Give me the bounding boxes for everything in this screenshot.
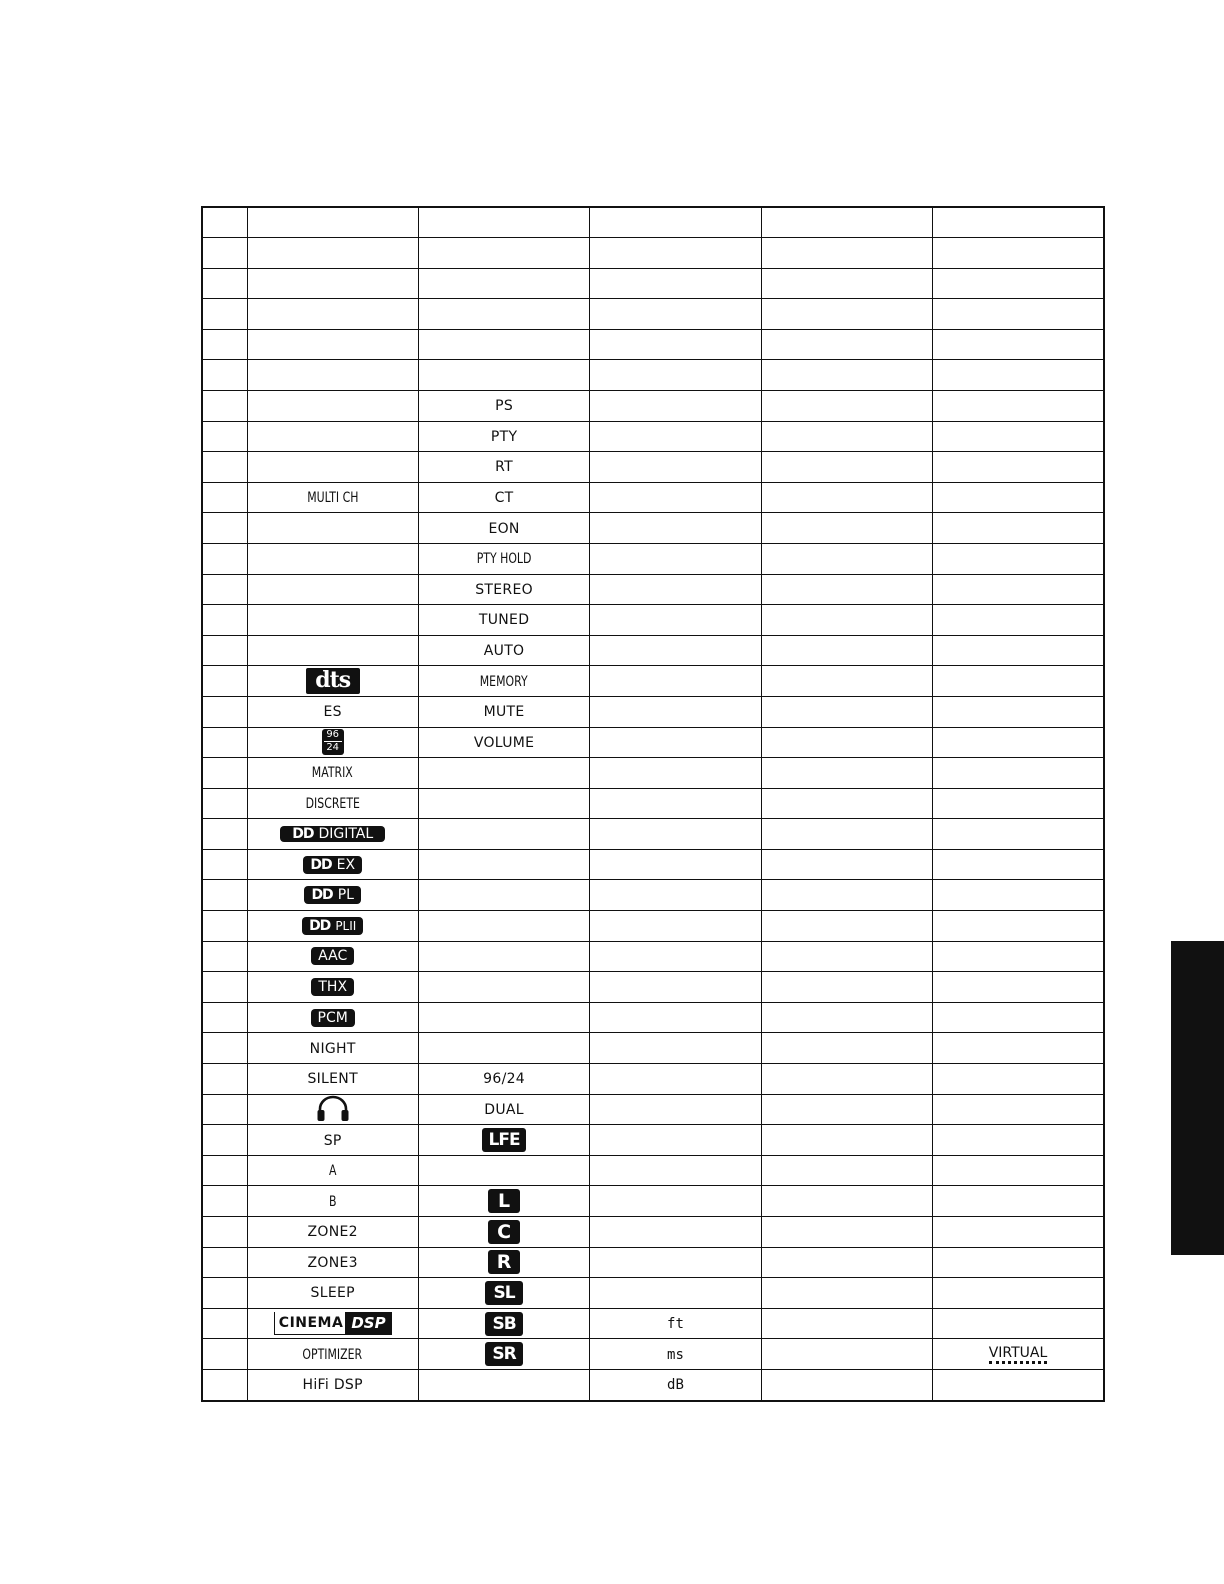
sp-indicator: SP [323,1132,342,1149]
dolby-mark: DD [292,826,314,843]
table-row [202,941,1104,972]
pcm-badge: PCM [311,1009,355,1027]
table-row [202,819,1104,850]
ft-unit: ft [667,1316,684,1333]
ct-indicator: CT [494,490,514,507]
multi-ch-indicator: MULTI CH [307,490,359,507]
table-row [202,1339,1104,1370]
table-row [202,452,1104,483]
table-row [202,666,1104,697]
table-row [202,238,1104,269]
dsp-label: DSP [345,1312,391,1334]
tuned-indicator: TUNED [478,612,530,629]
es-indicator: ES [323,704,342,721]
memory-indicator: MEMORY [480,673,529,690]
table-row [202,1186,1104,1217]
discrete-indicator: DISCRETE [305,795,360,812]
sr-channel-badge: SR [485,1342,523,1366]
headphones-icon [315,1108,351,1124]
thx-badge: THX [311,978,354,996]
optimizer-indicator: OPTIMIZER [302,1346,363,1363]
table-row [202,727,1104,758]
r-channel-badge: R [488,1250,520,1274]
table-row [202,543,1104,574]
aac-badge: AAC [311,947,354,965]
dolby-mark: DD [311,887,333,904]
table-row [202,788,1104,819]
auto-indicator: AUTO [483,643,525,660]
table-row [202,513,1104,544]
table-row [202,268,1104,299]
96-24-badge [322,729,344,755]
virtual-indicator: VIRTUAL [989,1346,1048,1364]
zone2-indicator: ZONE2 [307,1224,358,1241]
pl-label: PL [337,887,354,904]
sl-channel-badge: SL [485,1281,523,1305]
table-row [202,390,1104,421]
l-channel-badge: L [488,1189,520,1213]
side-index-tab [1171,941,1224,1255]
dd-ex-badge [303,856,362,874]
table-row [202,574,1104,605]
badge-96: 96 [324,729,342,742]
mute-indicator: MUTE [483,704,525,721]
table-row [202,421,1104,452]
table-row [202,1155,1104,1186]
table-row [202,849,1104,880]
table-row [202,1369,1104,1400]
pl2-label: PLII [335,918,357,933]
rate-96-24-indicator: 96/24 [483,1071,526,1088]
digital-label: DIGITAL [318,826,374,843]
dolby-mark: DD [310,856,332,873]
stereo-indicator: STEREO [475,581,533,598]
table-row [202,635,1104,666]
table-row [202,758,1104,789]
dd-digital-badge [280,826,385,842]
speaker-a-indicator: A [328,1163,337,1180]
ms-unit: ms [667,1346,684,1363]
table-row [202,1064,1104,1095]
cinema-label: CINEMA [278,1315,344,1332]
matrix-indicator: MATRIX [312,765,354,782]
silent-indicator: SILENT [307,1071,358,1088]
table-row [202,1094,1104,1125]
cinema-dsp-logo [274,1312,392,1335]
zone3-indicator: ZONE3 [307,1254,358,1271]
speaker-b-indicator: B [328,1193,337,1210]
table-row [202,1308,1104,1339]
dd-pl-badge [304,886,361,904]
table-row [202,696,1104,727]
table-row [202,1278,1104,1309]
hifi-dsp-indicator: HiFi DSP [302,1377,363,1394]
table-row [202,880,1104,911]
eon-indicator: EON [488,520,520,537]
pty-hold-indicator: PTY HOLD [476,551,532,568]
indicator-table [201,206,1105,1402]
badge-24: 24 [326,742,340,754]
dual-indicator: DUAL [484,1101,524,1118]
ex-label: EX [336,856,356,873]
table-row [202,911,1104,942]
lfe-channel-badge: LFE [482,1128,526,1152]
night-indicator: NIGHT [309,1040,356,1057]
dts-logo: dts [306,668,360,694]
table-row [202,360,1104,391]
table-row [202,1217,1104,1248]
sleep-indicator: SLEEP [310,1285,355,1302]
db-unit: dB [667,1377,684,1394]
table-row [202,1002,1104,1033]
table-row [202,605,1104,636]
table-row [202,482,1104,513]
table-row [202,207,1104,238]
pty-indicator: PTY [490,428,518,445]
c-channel-badge: C [488,1220,520,1244]
table-row [202,1247,1104,1278]
volume-indicator: VOLUME [473,734,535,751]
ps-indicator: PS [495,398,514,415]
sb-channel-badge: SB [485,1312,523,1336]
dolby-mark: DD [309,917,331,934]
table-row [202,1125,1104,1156]
table-row [202,329,1104,360]
table-row [202,299,1104,330]
table-row [202,1033,1104,1064]
rt-indicator: RT [495,459,514,476]
table-row [202,972,1104,1003]
dd-pl2-badge [302,917,363,935]
